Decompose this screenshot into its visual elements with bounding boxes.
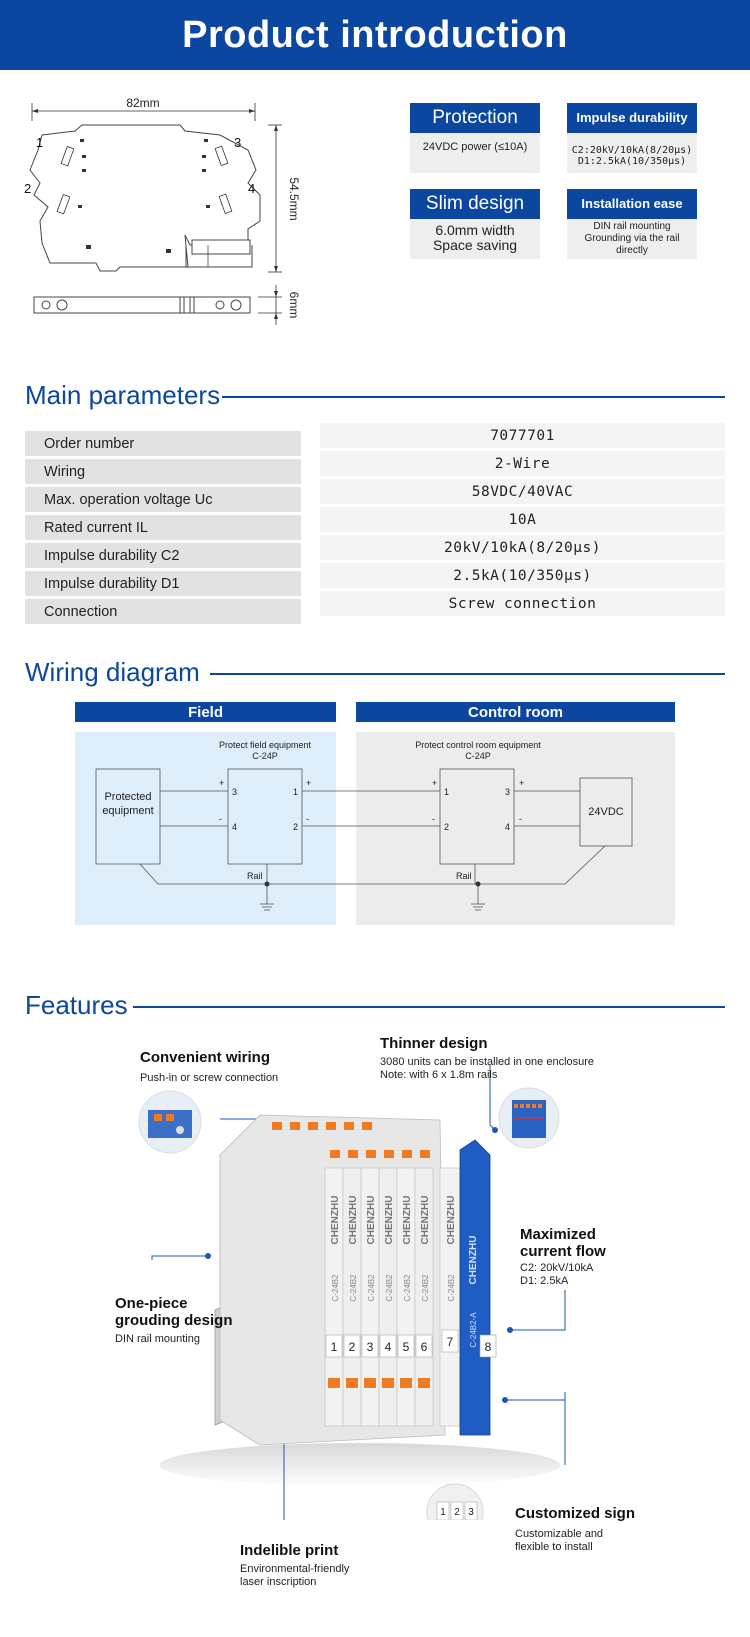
brand-mark: CHENZHU	[330, 1195, 341, 1245]
spec-title: Protection	[410, 103, 540, 133]
feature-thinner-design	[380, 1035, 594, 1082]
feature-desc: C2: 20kV/10kA	[520, 1262, 594, 1274]
feature-desc: Note: with 6 x 1.8m rails	[380, 1069, 498, 1081]
feature-title: Convenient wiring	[140, 1049, 271, 1066]
spec-line: 24VDC power (≤10A)	[422, 141, 528, 153]
brand-mark: CHENZHU	[420, 1195, 431, 1245]
feature-convenient-wiring	[140, 1049, 278, 1085]
feature-desc: flexible to install	[515, 1541, 593, 1553]
feature-title-line: Maximized	[520, 1226, 596, 1243]
param-labels	[25, 431, 301, 624]
param-value: 7077701	[320, 423, 725, 448]
feature-customized-sign	[515, 1505, 635, 1554]
page-title: Product introduction	[182, 13, 568, 56]
spec-line: C2:20kV/10kA(8/20μs)	[571, 145, 693, 156]
terminal-label-1: 1	[36, 135, 44, 150]
sign-number: 2	[454, 1507, 460, 1518]
plus-sign: +	[432, 778, 438, 788]
param-label: Wiring	[25, 459, 301, 484]
spec-line: Grounding via the rail	[584, 233, 680, 244]
feature-desc: 3080 units can be installed in one enclosure	[380, 1056, 595, 1068]
feature-title: Indelible print	[240, 1542, 339, 1559]
feature-title: Customized sign	[515, 1505, 636, 1522]
feature-desc: Customizable and	[515, 1528, 604, 1540]
brand-mark: CHENZHU	[402, 1195, 413, 1245]
param-value: Screw connection	[320, 591, 725, 616]
param-label: Connection	[25, 599, 301, 624]
plus-sign: +	[306, 778, 312, 788]
control-room-header: Control room	[356, 702, 675, 722]
spec-line: D1:2.5kA(10/350μs)	[577, 156, 687, 167]
power-label: 24VDC	[588, 806, 624, 818]
spec-line: directly	[616, 245, 648, 256]
spec-card-impulse	[567, 103, 697, 173]
pin-2: 2	[293, 822, 299, 832]
brand-mark-blue: CHENZHU	[468, 1235, 479, 1285]
section-divider	[210, 673, 725, 675]
protected-equipment-line2: equipment	[102, 805, 154, 817]
sign-number: 1	[440, 1507, 446, 1518]
feature-title: Thinner design	[380, 1035, 488, 1052]
brand-mark: CHENZHU	[446, 1195, 457, 1245]
pin-1: 1	[293, 787, 299, 797]
feature-current-flow	[520, 1226, 606, 1288]
model-mark: C-24B2	[331, 1274, 340, 1302]
features-title: Features	[25, 990, 128, 1020]
pin-4: 4	[232, 822, 238, 832]
param-value: 2-Wire	[320, 451, 725, 476]
plus-sign: +	[519, 778, 525, 788]
model-mark: C-24B2	[367, 1274, 376, 1302]
field-caption: Protect field equipment	[218, 740, 312, 750]
sign-number: 3	[468, 1507, 474, 1518]
model-mark: C-24B2	[403, 1274, 412, 1302]
minus-sign: -	[519, 814, 522, 824]
plus-sign: +	[219, 778, 225, 788]
slot-number: 7	[446, 1335, 454, 1349]
minus-sign: -	[219, 814, 222, 824]
control-model: C-24P	[465, 751, 491, 761]
feature-desc: Environmental-friendly	[240, 1563, 350, 1575]
field-header: Field	[75, 702, 336, 722]
control-caption: Protect control room equipment	[415, 740, 541, 750]
param-value: 2.5kA(10/350μs)	[320, 563, 725, 588]
slot-number: 3	[366, 1340, 374, 1354]
dim-width-label: 82mm	[126, 96, 160, 110]
brand-mark: CHENZHU	[366, 1195, 377, 1245]
minus-sign: -	[306, 814, 309, 824]
terminal-label-4: 4	[248, 181, 256, 196]
brand-mark: CHENZHU	[384, 1195, 395, 1245]
rail-label-field: Rail	[247, 871, 263, 881]
spec-card-slim	[410, 189, 540, 259]
rail-label-control: Rail	[456, 871, 472, 881]
spec-title: Impulse durability	[567, 103, 697, 133]
spec-card-protection	[410, 103, 540, 173]
param-value: 20kV/10kA(8/20μs)	[320, 535, 725, 560]
pin-4: 4	[505, 822, 511, 832]
model-mark: C-24B2	[421, 1274, 430, 1302]
model-mark: C-24B2	[349, 1274, 358, 1302]
param-values	[320, 423, 725, 616]
pin-3: 3	[232, 787, 238, 797]
slot-number: 5	[402, 1340, 410, 1354]
feature-grounding	[115, 1295, 233, 1346]
model-mark: C-24B2	[385, 1274, 394, 1302]
spec-line: Space saving	[432, 237, 518, 253]
brand-mark: CHENZHU	[348, 1195, 359, 1245]
slot-number: 1	[330, 1340, 338, 1354]
terminal-label-3: 3	[234, 135, 242, 150]
feature-title-line: current flow	[520, 1243, 606, 1260]
feature-title-line: grouding design	[115, 1312, 233, 1329]
section-divider	[133, 1006, 725, 1008]
main-parameters-title: Main parameters	[25, 380, 221, 410]
spec-line: DIN rail mounting	[593, 221, 671, 232]
slot-number: 4	[384, 1340, 392, 1354]
field-model: C-24P	[252, 751, 278, 761]
feature-desc: D1: 2.5kA	[520, 1275, 569, 1287]
protected-equipment-line1: Protected	[104, 791, 152, 803]
feature-desc: DIN rail mounting	[115, 1333, 200, 1345]
model-mark-blue: C-24B2-A	[469, 1312, 478, 1348]
slot-number: 2	[348, 1340, 356, 1354]
minus-sign: -	[432, 814, 435, 824]
spec-card-installation	[567, 189, 697, 259]
spec-line: 6.0mm width	[435, 222, 515, 238]
slot-number: 6	[420, 1340, 428, 1354]
feature-indelible-print	[240, 1542, 349, 1589]
terminal-label-2: 2	[24, 181, 32, 196]
pin-3: 3	[505, 787, 511, 797]
param-label: Max. operation voltage Uc	[25, 487, 301, 512]
param-label: Order number	[25, 431, 301, 456]
wiring-diagram	[75, 732, 675, 925]
feature-desc: laser inscription	[240, 1576, 317, 1588]
page-header	[0, 0, 750, 70]
section-divider	[222, 396, 725, 398]
param-value: 58VDC/40VAC	[320, 479, 725, 504]
wiring-diagram-title: Wiring diagram	[25, 657, 200, 687]
pin-1: 1	[444, 787, 450, 797]
dim-height-label: 54.5mm	[287, 177, 301, 221]
model-mark: C-24B2	[447, 1274, 456, 1302]
dimension-drawing	[20, 95, 320, 350]
pin-2: 2	[444, 822, 450, 832]
spec-title: Installation ease	[567, 189, 697, 219]
feature-desc: Push-in or screw connection	[140, 1072, 279, 1084]
param-label: Rated current IL	[25, 515, 301, 540]
slot-number: 8	[484, 1340, 492, 1354]
param-value: 10A	[320, 507, 725, 532]
feature-title-line: One-piece	[115, 1295, 188, 1312]
param-label: Impulse durability C2	[25, 543, 301, 568]
dim-depth-label: 6mm	[287, 291, 301, 319]
param-label: Impulse durability D1	[25, 571, 301, 596]
spec-title: Slim design	[410, 189, 540, 219]
